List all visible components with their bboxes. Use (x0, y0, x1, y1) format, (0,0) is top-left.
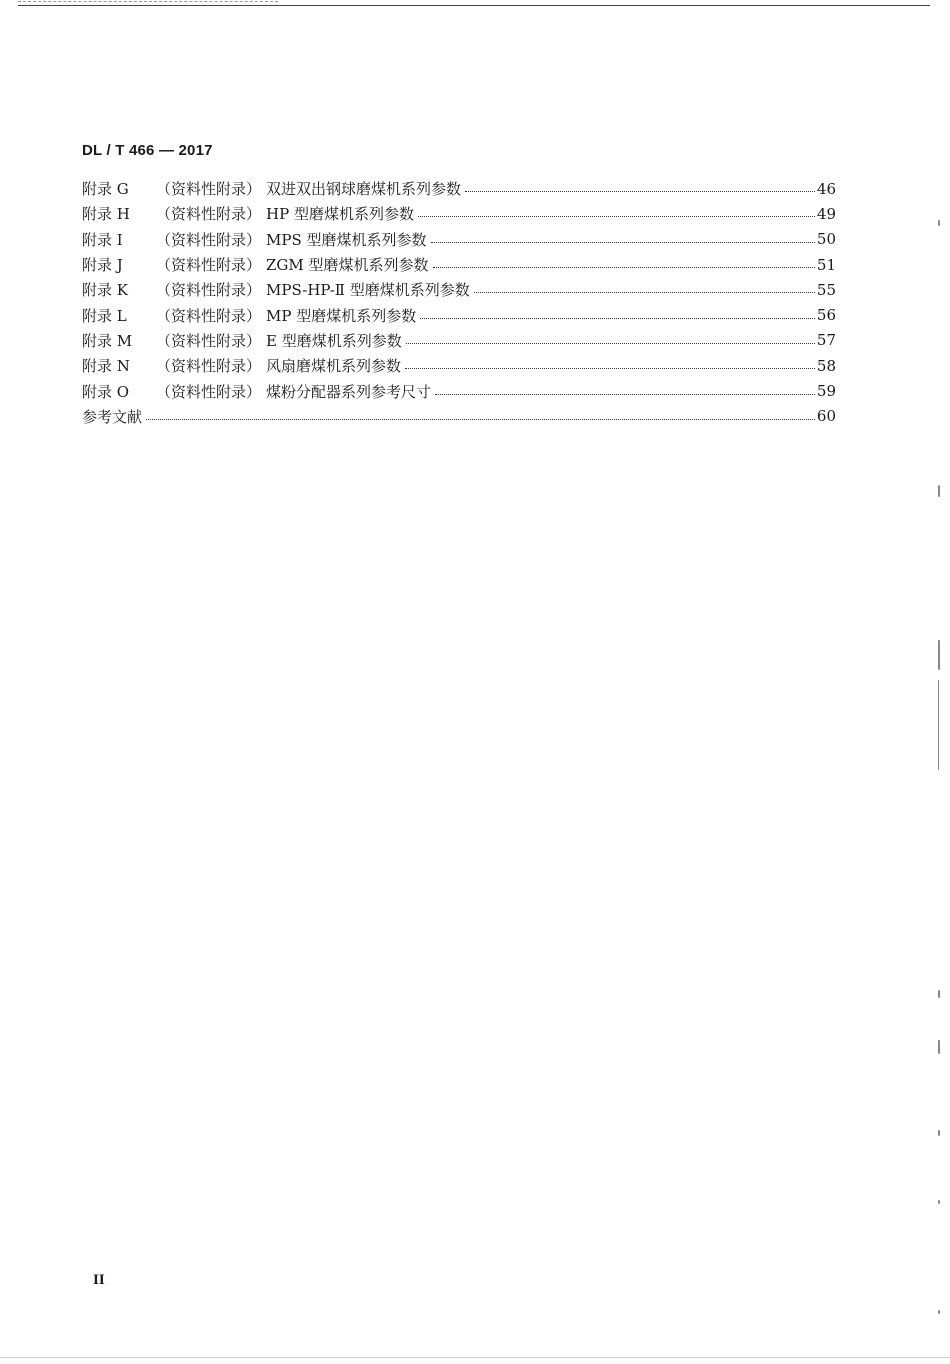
dot-leader (465, 191, 815, 192)
dot-leader (431, 242, 815, 243)
toc-entry-label: 附录 O (82, 382, 130, 401)
toc-entry-label: 附录 J (82, 256, 123, 275)
toc-entry-page: 56 (816, 306, 836, 325)
toc-entry-label: 附录 M (82, 331, 133, 350)
toc-entry-title: MP 型磨煤机系列参数 (266, 306, 417, 325)
toc-entry-label: 附录 I (82, 230, 123, 249)
scan-edge-marks (936, 200, 942, 1350)
toc-entry-page: 58 (816, 356, 836, 375)
toc-entry-title: 煤粉分配器系列参考尺寸 (266, 382, 432, 401)
dot-leader (146, 419, 815, 420)
toc-entry-type: （资料性附录） (156, 281, 262, 300)
scan-mark (938, 485, 940, 497)
toc-entry-page: 50 (816, 230, 836, 249)
scan-mark (938, 1200, 940, 1204)
toc-entry-appendix-j[interactable] (82, 252, 836, 277)
toc-entry-type: （资料性附录） (156, 205, 262, 224)
toc-entry-appendix-g[interactable] (82, 176, 836, 201)
toc-entry-page: 57 (816, 331, 836, 350)
footer-rule (0, 1357, 950, 1358)
toc-entry-title: MPS 型磨煤机系列参数 (266, 230, 427, 249)
scan-mark (938, 1040, 940, 1054)
toc-entry-type: （资料性附录） (156, 357, 262, 376)
header-rule (18, 5, 930, 6)
toc-entry-appendix-m[interactable] (82, 328, 836, 353)
toc-entry-appendix-k[interactable] (82, 277, 836, 302)
dot-leader (435, 394, 815, 395)
toc-entry-label: 附录 H (82, 205, 130, 224)
dot-leader (405, 368, 815, 369)
toc-entry-label: 附录 N (82, 357, 130, 376)
page-number: II (93, 1272, 105, 1288)
toc-entry-label: 附录 L (82, 306, 127, 325)
toc-entry-title: 风扇磨煤机系列参数 (266, 357, 402, 376)
toc-entry-title: 参考文献 (82, 407, 143, 426)
toc-entry-type: （资料性附录） (156, 256, 262, 275)
toc-entry-page: 55 (816, 280, 836, 299)
toc-entry-appendix-l[interactable] (82, 302, 836, 327)
toc-entry-type: （资料性附录） (156, 306, 262, 325)
toc-entry-appendix-i[interactable] (82, 227, 836, 252)
toc-entry-type: （资料性附录） (156, 382, 262, 401)
scan-mark (938, 220, 940, 226)
toc-entry-appendix-n[interactable] (82, 353, 836, 378)
document-id: DL / T 466 — 2017 (82, 142, 213, 159)
toc-entry-title: 双进双出钢球磨煤机系列参数 (266, 180, 462, 199)
toc-entry-title: HP 型磨煤机系列参数 (266, 205, 414, 224)
scan-mark (938, 1130, 940, 1136)
scan-mark (938, 990, 940, 998)
scan-mark (938, 1310, 940, 1314)
toc-entry-page: 60 (816, 407, 836, 426)
toc-entry-page: 46 (816, 179, 836, 198)
toc-entry-label: 附录 K (82, 281, 128, 300)
toc-entry-type: （资料性附录） (156, 331, 262, 350)
toc-entry-label: 附录 G (82, 180, 129, 199)
dot-leader (418, 216, 815, 217)
toc-entry-references[interactable] (82, 404, 836, 429)
toc-entry-type: （资料性附录） (156, 180, 262, 199)
table-of-contents (82, 176, 836, 429)
dot-leader (420, 318, 815, 319)
toc-entry-title: MPS-HP-Ⅱ 型磨煤机系列参数 (266, 281, 470, 300)
toc-entry-page: 49 (816, 204, 836, 223)
dot-leader (433, 267, 815, 268)
toc-entry-page: 51 (816, 255, 836, 274)
toc-entry-appendix-h[interactable] (82, 201, 836, 226)
toc-entry-title: ZGM 型磨煤机系列参数 (266, 256, 429, 275)
scan-mark (938, 640, 940, 670)
toc-entry-type: （资料性附录） (156, 230, 262, 249)
header-dashed-rule (18, 1, 278, 2)
toc-entry-page: 59 (816, 382, 836, 401)
dot-leader (474, 292, 815, 293)
scan-mark (938, 680, 939, 770)
toc-entry-appendix-o[interactable] (82, 378, 836, 403)
toc-entry-title: E 型磨煤机系列参数 (266, 331, 402, 350)
dot-leader (406, 343, 815, 344)
